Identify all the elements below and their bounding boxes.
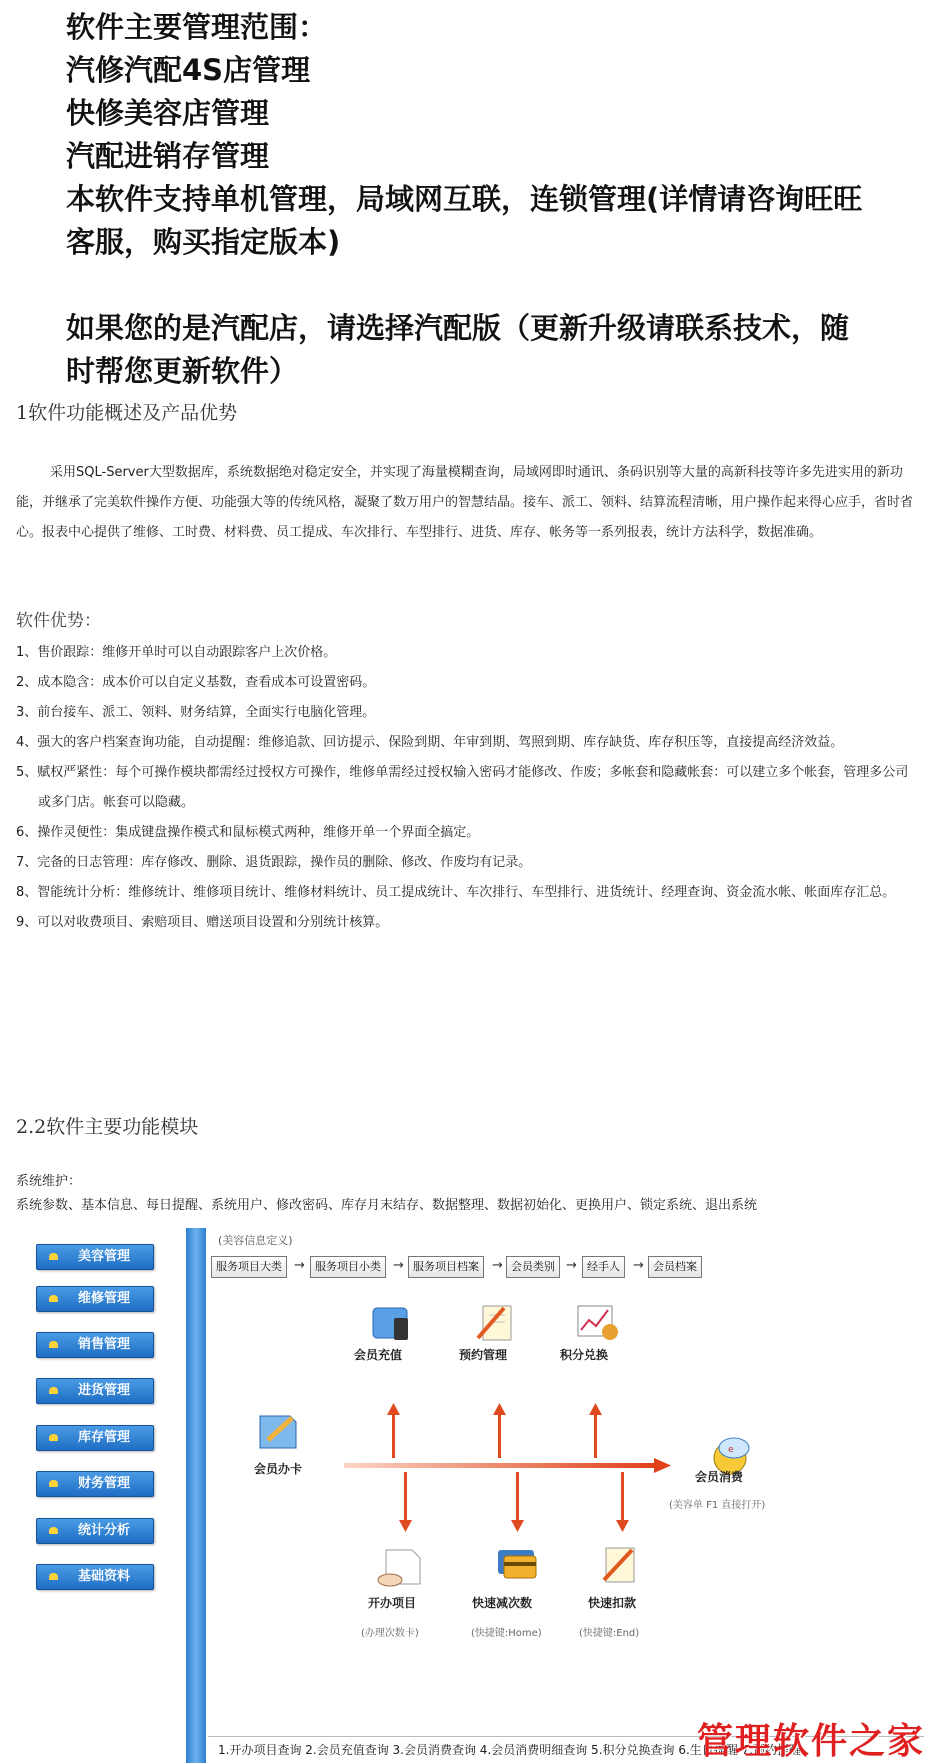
home-icon <box>49 1527 58 1534</box>
list-item: 2、成本隐含：成本价可以自定义基数，查看成本可设置密码。 <box>16 675 376 690</box>
arrow-right-icon: → <box>492 1258 503 1273</box>
node-open-item[interactable]: 开办项目 <box>368 1596 417 1610</box>
sidebar-item-beauty[interactable]: 美容管理 <box>36 1244 154 1270</box>
maintenance-text: 系统参数、基本信息、每日提醒、系统用户、修改密码、库存月末结存、数据整理、数据初始化、更换用户、锁定系统、退出系统 <box>16 1198 758 1213</box>
open-item-note: (办理次数卡) <box>361 1628 419 1639</box>
section-title-overview: 1软件功能概述及产品优势 <box>16 402 238 424</box>
quick-deduct-note: (快捷键:End) <box>579 1628 640 1639</box>
consume-note: (美容单 F1 直接打开) <box>669 1500 766 1511</box>
quick-reduce-note: (快捷键:Home) <box>471 1628 542 1639</box>
arrow-right-icon: → <box>393 1258 404 1273</box>
home-icon <box>49 1480 58 1487</box>
scope-heading: 软件主要管理范围： <box>66 10 328 44</box>
home-icon <box>49 1253 58 1260</box>
watermark: 管理软件之家 <box>697 1720 926 1762</box>
home-icon <box>49 1434 58 1441</box>
points-exchange-icon <box>578 1306 618 1340</box>
flow-step-handler[interactable]: 经手人 <box>582 1256 625 1278</box>
up-arrows <box>387 1403 602 1458</box>
advantages-list <box>16 638 921 938</box>
advantages-title: 软件优势： <box>16 611 101 631</box>
membership-card-icon <box>260 1416 296 1448</box>
list-item: 5、赋权严紧性：每个可操作模块都需经过授权方可操作，维修单需经过授权输入密码才能修改、作废；多帐套和隐藏帐套：可以建立多个帐套，管理多公司或多门店。帐套可以隐藏。 <box>16 765 909 810</box>
list-item: 9、可以对收费项目、索赔项目、赠送项目设置和分别统计核算。 <box>16 915 389 930</box>
sidebar-item-repair[interactable]: 维修管理 <box>36 1286 154 1312</box>
beauty-module-panel <box>208 1228 924 1763</box>
home-icon <box>49 1295 58 1302</box>
node-booking[interactable]: 预约管理 <box>459 1348 508 1362</box>
overview-paragraph: 采用SQL-Server大型数据库，系统数据绝对稳定安全，并实现了海量模糊查询，局域网即时通讯、条码识别等大量的高新科技等许多先进实用的新功能，并继承了完美软件操作方便、功能强大等的传统风格，凝聚了数万用户的智慧结晶。接车、派工、领料、结算流程清晰，用户操作起来得心应手，省时省心。报表中心提供了维修、工时费、材料费、员工提成、车次排行、车型排行、进货、库存、帐务等一系列报表，统计方法科学，数据准确。 <box>16 465 914 540</box>
vertical-divider <box>186 1228 206 1763</box>
node-member-card[interactable]: 会员办卡 <box>254 1462 303 1476</box>
scope-line-beauty: 快修美容店管理 <box>66 96 270 130</box>
list-item: 1、售价跟踪：维修开单时可以自动跟踪客户上次价格。 <box>16 645 337 660</box>
arrow-head-icon <box>654 1458 671 1473</box>
software-screenshot <box>16 1228 924 1763</box>
query-shortcut-bar[interactable]: 1.开办项目查询 2.会员充值查询 3.会员消费查询 4.会员消费明细查询 5.积分兑换查询 6.生日提醒 7.预约提醒 <box>208 1736 924 1763</box>
flow-step-service-category[interactable]: 服务项目大类 <box>211 1256 287 1278</box>
sidebar-item-sales[interactable]: 销售管理 <box>36 1332 154 1358</box>
home-icon <box>49 1341 58 1348</box>
list-item: 4、强大的客户档案查询功能，自动提醒：维修追款、回访提示、保险到期、年审到期、驾照到期、库存缺货、库存积压等，直接提高经济效益。 <box>16 735 844 750</box>
flow-step-service-subcategory[interactable]: 服务项目小类 <box>310 1256 386 1278</box>
sidebar-item-basics[interactable]: 基础资料 <box>36 1564 154 1590</box>
scope-line-network-cont: 客服，购买指定版本) <box>66 225 341 259</box>
list-item: 8、智能统计分析：维修统计、维修项目统计、维修材料统计、员工提成统计、车次排行、车型排行、进货统计、经理查询、资金流水帐、帐面库存汇总。 <box>16 885 896 900</box>
flow-step-member-type[interactable]: 会员类别 <box>506 1256 560 1278</box>
list-item: 7、完备的日志管理：库存修改、删除、退货跟踪，操作员的删除、修改、作废均有记录。 <box>16 855 532 870</box>
node-member-recharge[interactable]: 会员充值 <box>354 1348 403 1362</box>
sidebar-item-finance[interactable]: 财务管理 <box>36 1471 154 1497</box>
node-quick-reduce[interactable]: 快速减次数 <box>472 1596 533 1610</box>
node-member-consume[interactable]: 会员消费 <box>695 1470 744 1484</box>
sidebar-item-inventory[interactable]: 库存管理 <box>36 1425 154 1451</box>
section-title-modules: 2.2软件主要功能模块 <box>16 1116 199 1138</box>
flow-step-member-archive[interactable]: 会员档案 <box>648 1256 702 1278</box>
quick-reduce-icon <box>498 1550 536 1578</box>
sidebar-item-statistics[interactable]: 统计分析 <box>36 1518 154 1544</box>
node-quick-deduct[interactable]: 快速扣款 <box>588 1596 637 1610</box>
open-item-icon <box>378 1550 420 1586</box>
booking-icon <box>478 1306 511 1340</box>
panel-caption: (美容信息定义) <box>218 1234 293 1247</box>
home-icon <box>49 1387 58 1394</box>
arrow-right-icon: → <box>633 1258 644 1273</box>
list-item: 3、前台接车、派工、领料、财务结算，全面实行电脑化管理。 <box>16 705 376 720</box>
scope-line-parts: 汽配进销存管理 <box>66 139 270 173</box>
quick-deduct-icon <box>604 1548 634 1582</box>
main-flow-line <box>344 1463 654 1468</box>
scope-line-network: 本软件支持单机管理，局域网互联，连锁管理(详情请咨询旺旺 <box>66 182 863 216</box>
sidebar-item-purchase[interactable]: 进货管理 <box>36 1378 154 1404</box>
maintenance-title: 系统维护： <box>16 1174 82 1189</box>
member-recharge-icon <box>373 1308 408 1340</box>
parts-version-note-cont: 时帮您更新软件） <box>66 354 299 388</box>
down-arrows <box>399 1472 629 1532</box>
node-points-exchange[interactable]: 积分兑换 <box>560 1348 609 1362</box>
list-item: 6、操作灵便性：集成键盘操作模式和鼠标模式两种，维修开单一个界面全搞定。 <box>16 825 480 840</box>
arrow-right-icon: → <box>294 1258 305 1273</box>
svg-text:e: e <box>728 1445 734 1455</box>
home-icon <box>49 1573 58 1580</box>
flow-step-service-archive[interactable]: 服务项目档案 <box>408 1256 484 1278</box>
scope-line-4s: 汽修汽配4S店管理 <box>66 53 311 87</box>
parts-version-note: 如果您的是汽配店，请选择汽配版（更新升级请联系技术，随 <box>66 311 850 345</box>
arrow-right-icon: → <box>566 1258 577 1273</box>
scope-block <box>66 6 926 393</box>
